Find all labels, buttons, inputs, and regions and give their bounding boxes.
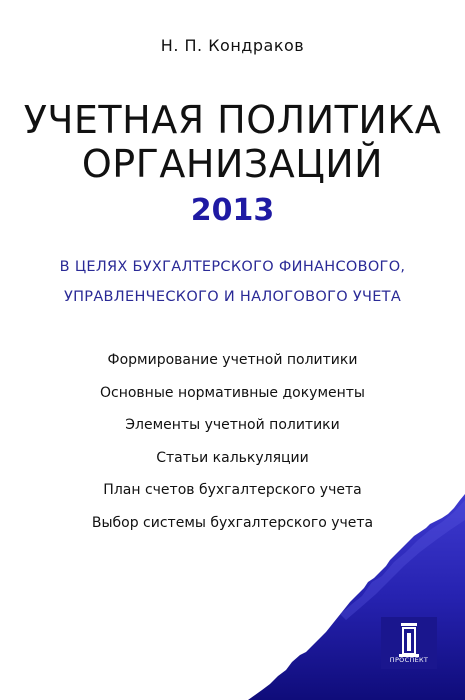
topic-item: Статьи калькуляции — [156, 449, 309, 466]
topic-item: Выбор системы бухгалтерского учета — [91, 514, 374, 531]
topic-item: Основные нормативные документы — [99, 384, 365, 401]
edition-year: 2013 — [190, 193, 275, 228]
mountain-shape — [248, 494, 465, 700]
publisher-name: ПРОСПЕКТ — [389, 656, 429, 664]
topic-item: Элементы учетной политики — [125, 417, 340, 433]
topic-item: План счетов бухгалтерского учета — [103, 482, 362, 498]
subtitle-line-2: УПРАВЛЕНЧЕСКОГО И НАЛОГОВОГО УЧЕТА — [63, 289, 402, 305]
author-name: Н. П. Кондраков — [160, 36, 305, 55]
topic-item: Формирование учетной политики — [107, 352, 358, 368]
subtitle-line-1: В ЦЕЛЯХ БУХГАЛТЕРСКОГО ФИНАНСОВОГО, — [59, 259, 406, 275]
title-line-2: ОРГАНИЗАЦИЙ — [81, 142, 384, 186]
title-line-1: УЧЕТНАЯ ПОЛИТИКА — [23, 98, 442, 142]
